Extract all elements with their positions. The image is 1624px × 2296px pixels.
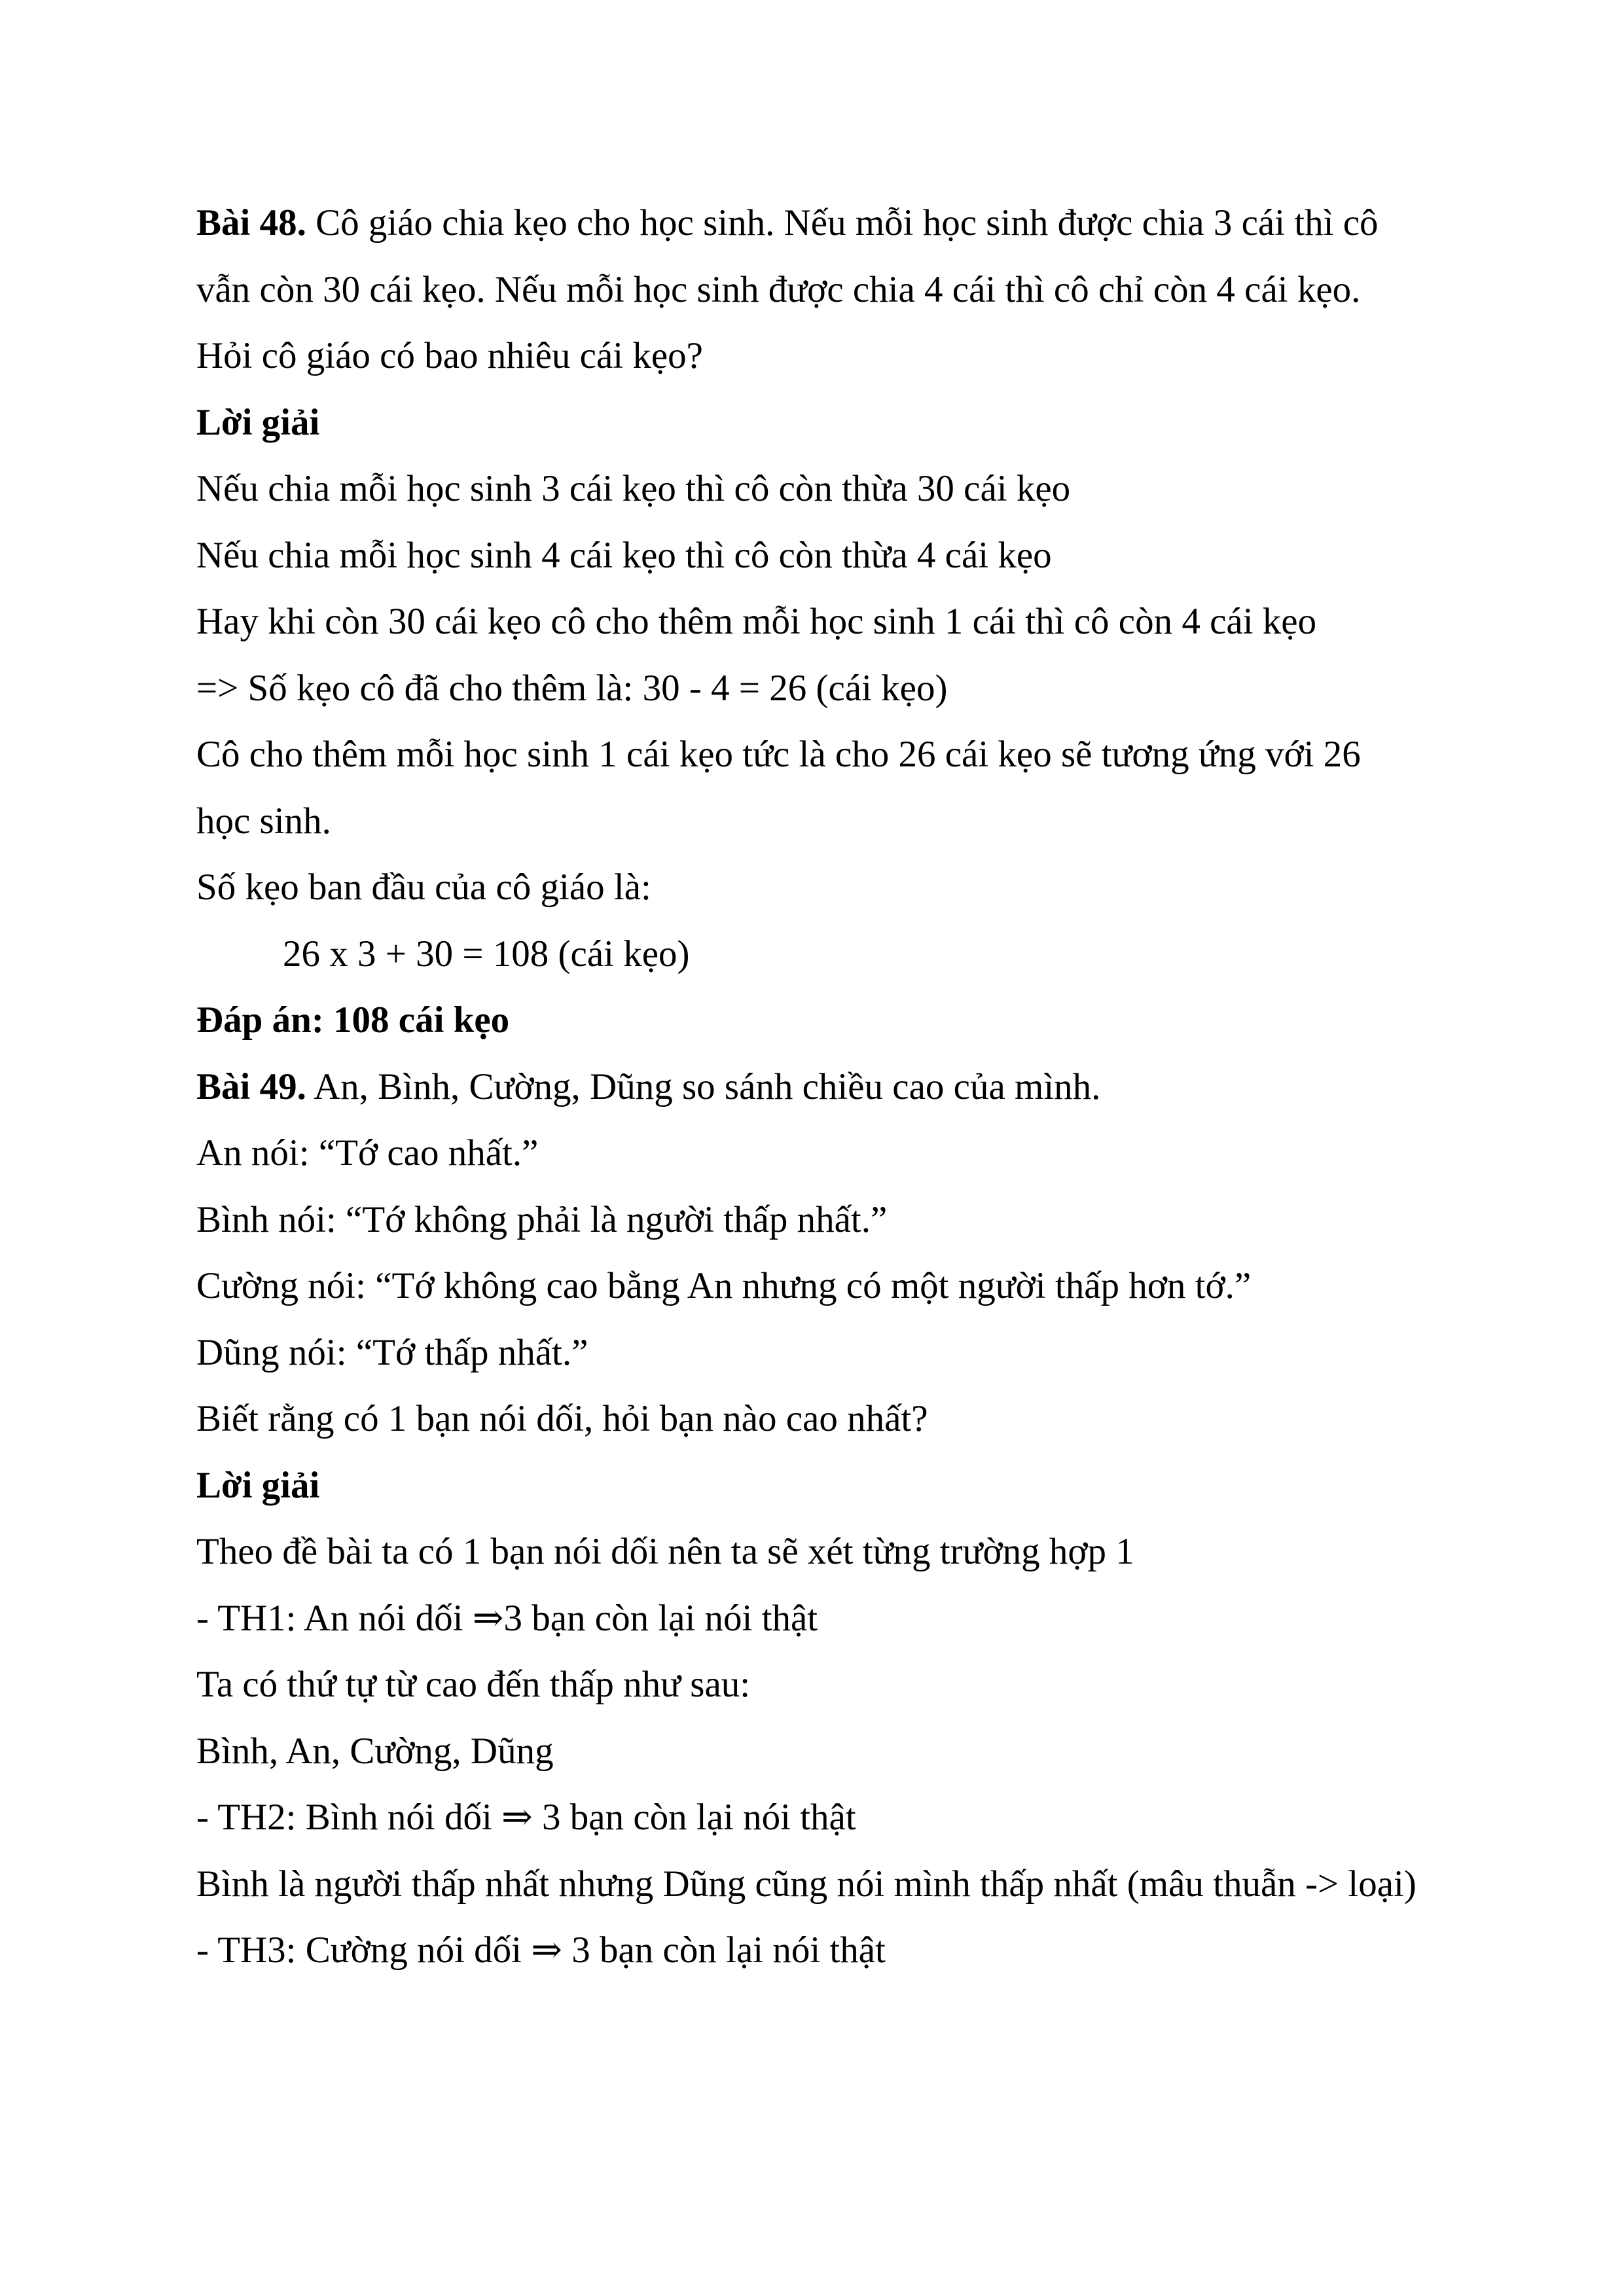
solution-48-line: Nếu chia mỗi học sinh 4 cái kẹo thì cô còn thừa 4 cái kẹo xyxy=(196,534,1052,576)
problem-49-line-1 xyxy=(196,1054,1440,1121)
problem-48-line-1 xyxy=(196,190,1440,257)
problem-48-label: Bài 48. xyxy=(196,202,306,243)
problem-49-text: An, Bình, Cường, Dũng so sánh chiều cao của mình. xyxy=(306,1066,1101,1107)
solution-48-line: Cô cho thêm mỗi học sinh 1 cái kẹo tức là cho 26 cái kẹo sẽ tương ứng với 26 xyxy=(196,734,1361,775)
solution-49-heading: Lời giải xyxy=(196,1464,320,1506)
problem-49-statement: Bình nói: “Tớ không phải là người thấp nhất.” xyxy=(196,1198,888,1240)
problem-48-line-2: vẫn còn 30 cái kẹo. Nếu mỗi học sinh được chia 4 cái thì cô chỉ còn 4 cái kẹo. xyxy=(196,268,1361,310)
problem-49-question: Biết rằng có 1 bạn nói dối, hỏi bạn nào cao nhất? xyxy=(196,1398,928,1439)
solution-48-line: Số kẹo ban đầu của cô giáo là: xyxy=(196,867,651,908)
solution-49-line: Theo đề bài ta có 1 bạn nói dối nên ta sẽ xét từng trường hợp 1 xyxy=(196,1531,1134,1572)
solution-49-line: Bình, An, Cường, Dũng xyxy=(196,1730,554,1772)
problem-48-line-3: Hỏi cô giáo có bao nhiêu cái kẹo? xyxy=(196,335,703,376)
solution-48-line: học sinh. xyxy=(196,800,331,842)
answer-48: Đáp án: 108 cái kẹo xyxy=(196,999,510,1041)
document-page xyxy=(196,190,1440,1984)
solution-48-line: => Số kẹo cô đã cho thêm là: 30 - 4 = 26 (cái kẹo) xyxy=(196,667,948,709)
solution-48-equation: 26 x 3 + 30 = 108 (cái kẹo) xyxy=(283,933,690,975)
solution-49-line: Bình là người thấp nhất nhưng Dũng cũng nói mình thấp nhất (mâu thuẫn -> loại) xyxy=(196,1863,1416,1905)
problem-49-statement: Dũng nói: “Tớ thấp nhất.” xyxy=(196,1331,588,1373)
problem-49-statement: An nói: “Tớ cao nhất.” xyxy=(196,1132,539,1174)
solution-48-line: Hay khi còn 30 cái kẹo cô cho thêm mỗi học sinh 1 cái thì cô còn 4 cái kẹo xyxy=(196,601,1317,642)
solution-49-line: - TH3: Cường nói dối ⇒ 3 bạn còn lại nói thật xyxy=(196,1929,886,1971)
problem-48-text: Cô giáo chia kẹo cho học sinh. Nếu mỗi học sinh được chia 3 cái thì cô xyxy=(306,202,1379,243)
solution-49-line: Ta có thứ tự từ cao đến thấp như sau: xyxy=(196,1664,751,1705)
solution-48-line: Nếu chia mỗi học sinh 3 cái kẹo thì cô còn thừa 30 cái kẹo xyxy=(196,468,1071,509)
solution-48-heading: Lời giải xyxy=(196,401,320,443)
solution-49-line: - TH2: Bình nói dối ⇒ 3 bạn còn lại nói thật xyxy=(196,1797,856,1838)
problem-49-statement: Cường nói: “Tớ không cao bằng An nhưng có một người thấp hơn tớ.” xyxy=(196,1265,1252,1306)
problem-49-label: Bài 49. xyxy=(196,1066,306,1107)
solution-49-line: - TH1: An nói dối ⇒3 bạn còn lại nói thật xyxy=(196,1597,818,1639)
